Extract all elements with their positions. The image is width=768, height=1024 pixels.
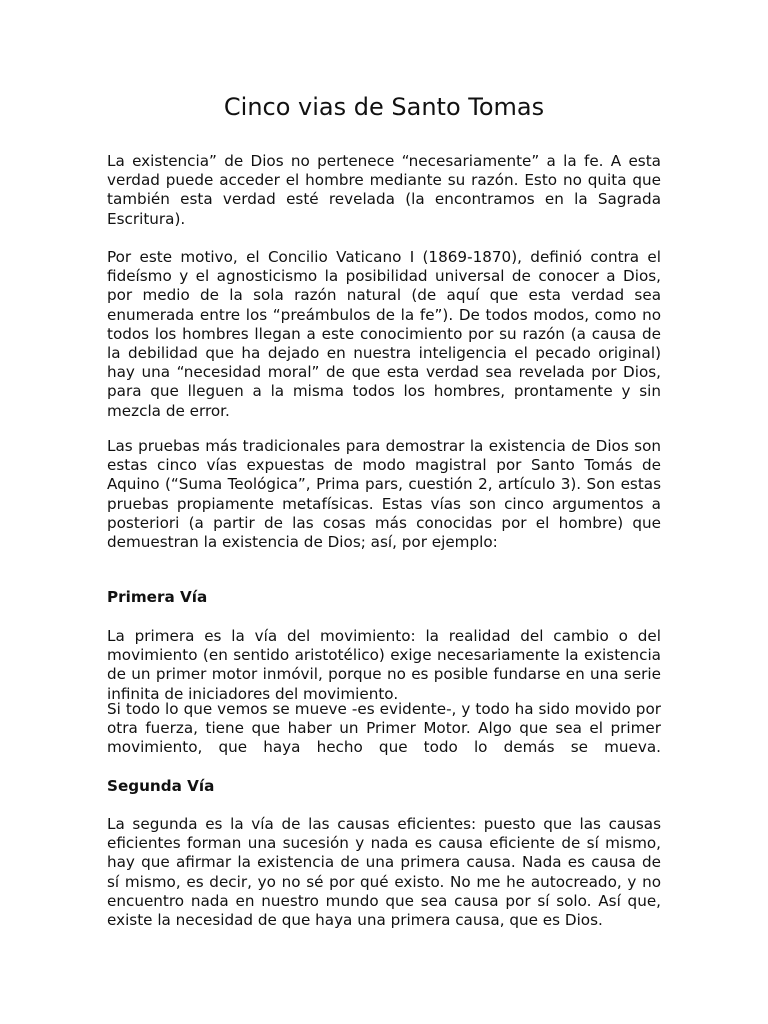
first-way-paragraph: La primera es la vía del movimiento: la realidad del cambio o del movimiento (en sentido aristotélico) exige necesariamente la existencia de un primer motor inmóvil, porque no es posible fundarse en una serie infinita de iniciadores del movimiento. bbox=[107, 627, 661, 703]
proofs-paragraph: Las pruebas más tradicionales para demostrar la existencia de Dios son estas cinco vías expuestas de modo magistral por Santo Tomás de Aquino (“Suma Teológica”, Prima pars, cuestión 2, artículo 3). Son estas pruebas propiamente metafísicas. Estas vías son cinco argumentos a posteriori (a partir de las cosas más conocidas por el hombre) que demuestran la existencia de Dios; así, por ejemplo: bbox=[107, 437, 661, 552]
second-way-heading: Segunda Vía bbox=[107, 777, 215, 795]
intro-paragraph: La existencia” de Dios no pertenece “necesariamente” a la fe. A esta verdad puede acceder el hombre mediante su razón. Esto no quita que también esta verdad esté revelada (la encontramos en la Sagrada Escritura). bbox=[107, 152, 661, 228]
first-way-paragraph-continued: Si todo lo que vemos se mueve -es evidente-, y todo ha sido movido por otra fuerza, tiene que haber un Primer Motor. Algo que sea el primer movimiento, que haya hecho que todo lo demás se mueva. bbox=[107, 700, 661, 757]
document-title: Cinco vias de Santo Tomas bbox=[223, 93, 545, 121]
first-way-heading: Primera Vía bbox=[107, 588, 208, 606]
vatican-paragraph: Por este motivo, el Concilio Vaticano I (1869-1870), definió contra el fideísmo y el agnosticismo la posibilidad universal de conocer a Dios, por medio de la sola razón natural (de aquí que esta verdad sea enumerada entre los “preámbulos de la fe”). De todos modos, como no todos los hombres llegan a este conocimiento por su razón (a causa de la debilidad que ha dejado en nuestra inteligencia el pecado original) hay una “necesidad moral” de que esta verdad sea revelada por Dios, para que lleguen a la misma todos los hombres, prontamente y sin mezcla de error. bbox=[107, 248, 661, 420]
second-way-paragraph: La segunda es la vía de las causas eficientes: puesto que las causas eficientes forman una sucesión y nada es causa eficiente de sí mismo, hay que afirmar la existencia de una primera causa. Nada es causa de sí mismo, es decir, yo no sé por qué existo. No me he autocreado, y no encuentro nada en nuestro mundo que sea causa por sí solo. Así que, existe la necesidad de que haya una primera causa, que es Dios. bbox=[107, 815, 661, 930]
